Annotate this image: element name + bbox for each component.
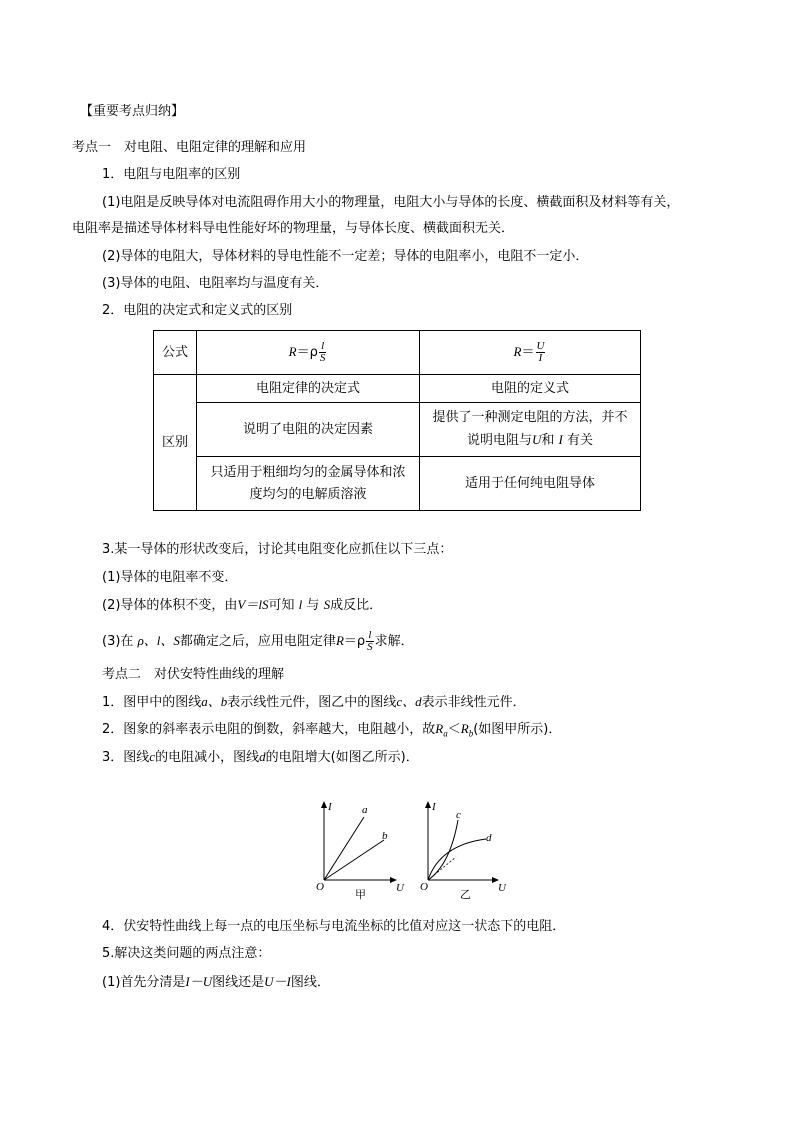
origin-label: O — [420, 881, 428, 893]
point1-sub2: 2．电阻的决定式和定义式的区别 — [102, 303, 293, 318]
section-heading: 【重要考点归纳】 — [80, 104, 185, 119]
curve-d-label: d — [486, 832, 492, 844]
origin-label: O — [316, 881, 324, 893]
table-cell: 只适用于粗细均匀的金属导体和浓 度均匀的电解质溶液 — [197, 457, 420, 511]
y-axis-label: I — [432, 801, 436, 813]
point2-title: 考点二 对伏安特性曲线的理解 — [102, 667, 285, 682]
y-axis-label: I — [328, 801, 332, 813]
x-axis-label: U — [396, 882, 404, 894]
point3-intro: 3.某一导体的形状改变后，讨论其电阻变化应抓住以下三点： — [102, 542, 453, 557]
curve-c — [428, 820, 458, 880]
point1-sub1: 1．电阻与电阻率的区别 — [102, 167, 241, 182]
curve-c-label: c — [456, 809, 461, 821]
point3-c: (3)在 ρ、l、S都确定之后，应用电阻定律R＝ρ $\frac{l}{S}$ 求解． — [102, 629, 414, 653]
point1-p1b: 电阻率是描述导体材料导电性能好坏的物理量，与导体长度、横截面积无关． — [72, 221, 515, 236]
line-b-label: b — [382, 830, 388, 842]
comparison-table — [153, 330, 641, 511]
point1-title: 考点一 对电阻、电阻定律的理解和应用 — [72, 140, 307, 155]
formula-fraction: $\frac{l}{S}$ — [367, 629, 373, 653]
line-a-label: a — [362, 804, 368, 816]
tail-s5: 5.解决这类问题的两点注意： — [102, 946, 271, 961]
point2-s1: 1．图甲中的图线a、b表示线性元件，图乙中的图线c、d表示非线性元件． — [102, 694, 526, 710]
formula-definition: R＝ $\frac{U}{I}$ — [420, 331, 641, 375]
tail-s5a: (1)首先分清是I－U图线还是U－I图线． — [102, 974, 330, 990]
table-cell: 电阻定律的决定式 — [197, 375, 420, 403]
formula-decisive: R＝ρ $\frac{l}{S}$ — [197, 331, 420, 375]
graph-yi — [420, 801, 507, 900]
line-a — [324, 817, 364, 880]
formula-label: 公式 — [154, 331, 197, 375]
line-b — [324, 840, 384, 880]
point3-b: (2)导体的体积不变，由V＝lS可知 l 与 S成反比． — [102, 597, 383, 613]
x-axis-label: U — [498, 882, 506, 894]
table-cell: 提供了一种测定电阻的方法，并不 说明电阻与U和 I 有关 — [420, 403, 641, 457]
table-cell: 适用于任何纯电阻导体 — [420, 457, 641, 511]
table-cell: 说明了电阻的决定因素 — [197, 403, 420, 457]
point2-s3: 3．图线c的电阻减小，图线d的电阻增大(如图乙所示)． — [102, 749, 419, 765]
iv-figure — [300, 795, 520, 900]
formula-fraction: $\frac{U}{I}$ — [536, 340, 545, 364]
caption-yi: 乙 — [460, 889, 471, 900]
y-arrow — [321, 801, 327, 808]
caption-jia: 甲 — [355, 889, 366, 900]
diff-label: 区别 — [154, 375, 197, 511]
point1-p1a: (1)电阻是反映导体对电流阻碍作用大小的物理量，电阻大小与导体的长度、横截面积及材料等有关， — [102, 195, 680, 210]
point2-s2: 2．图象的斜率表示电阻的倒数，斜率越大，电阻越小，故$R_a<R_b$(如图甲所示)． — [102, 721, 562, 739]
tangent-line — [428, 857, 456, 880]
graph-jia — [316, 801, 405, 900]
point1-p2: (2)导体的电阻大，导体材料的导电性能不一定差；导体的电阻率小，电阻不一定小． — [102, 249, 589, 264]
curve-d — [428, 839, 486, 880]
formula-fraction: $\frac{l}{S}$ — [319, 340, 326, 364]
tail-s4: 4．伏安特性曲线上每一点的电压坐标与电流坐标的比值对应这一状态下的电阻． — [102, 919, 566, 934]
point3-a: (1)导体的电阻率不变． — [102, 570, 238, 585]
point1-p3: (3)导体的电阻、电阻率均与温度有关． — [102, 276, 329, 291]
table-cell: 电阻的定义式 — [420, 375, 641, 403]
y-arrow — [425, 801, 431, 808]
